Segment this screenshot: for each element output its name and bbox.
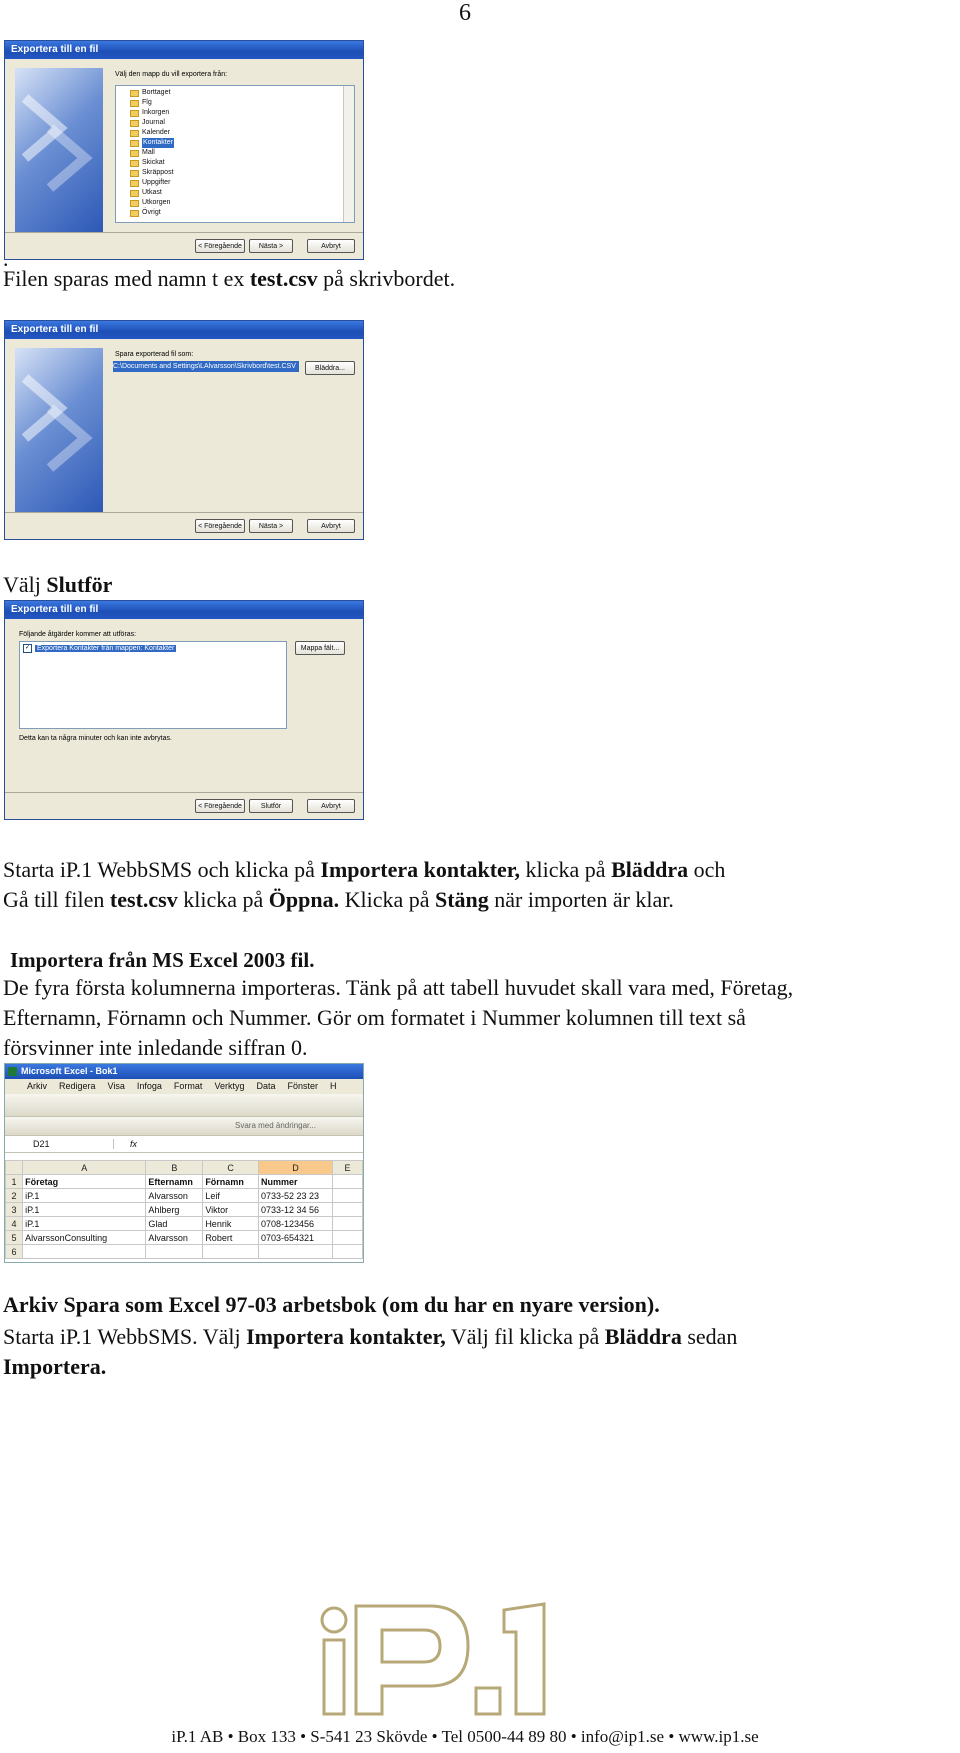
formula-bar [5, 1136, 363, 1153]
cell[interactable] [333, 1175, 363, 1189]
folder-tree[interactable] [115, 85, 355, 223]
ip1-logo [320, 1600, 570, 1720]
cell[interactable]: Henrik [203, 1217, 259, 1231]
menu-help[interactable]: H [329, 1081, 337, 1091]
cancel-button[interactable]: Avbryt [307, 799, 355, 813]
tree-item[interactable]: Skickat [130, 158, 165, 168]
menu-fonster[interactable]: Fönster [287, 1081, 318, 1091]
cell[interactable]: Alvarsson [146, 1231, 203, 1245]
cancel-button[interactable]: Avbryt [307, 519, 355, 533]
cell[interactable] [333, 1245, 363, 1259]
cell[interactable]: Robert [203, 1231, 259, 1245]
cell[interactable]: Ahlberg [146, 1203, 203, 1217]
finish-button[interactable]: Slutför [249, 799, 293, 813]
cancel-button[interactable]: Avbryt [307, 239, 355, 253]
folder-icon [130, 120, 139, 127]
cell[interactable] [203, 1245, 259, 1259]
folder-icon [130, 200, 139, 207]
text-line: Starta iP.1 WebbSMS. Välj Importera kontakter, Välj fil klicka på Bläddra sedan [3, 1324, 738, 1349]
fx-icon[interactable]: fx [130, 1139, 138, 1149]
column-header[interactable]: C [203, 1161, 259, 1175]
tree-item[interactable]: Borttaget [130, 88, 170, 98]
cell[interactable]: Glad [146, 1217, 203, 1231]
back-button[interactable]: < Föregående [195, 239, 245, 253]
map-fields-button[interactable]: Mappa fält... [295, 641, 345, 655]
reply-with-changes[interactable]: Svara med ändringar... [235, 1121, 316, 1130]
table-row [6, 1189, 363, 1203]
name-box[interactable]: D21 [5, 1139, 114, 1149]
cell[interactable]: Viktor [203, 1203, 259, 1217]
standard-toolbar[interactable] [5, 1094, 363, 1117]
cell[interactable]: 0733-12 34 56 [259, 1203, 333, 1217]
cell[interactable]: iP.1 [23, 1203, 146, 1217]
folder-icon [130, 180, 139, 187]
cell[interactable]: Förnamn [203, 1175, 259, 1189]
divider [5, 232, 363, 233]
cell[interactable]: 0733-52 23 23 [259, 1189, 333, 1203]
export-dialog-folder [4, 40, 364, 260]
row-header[interactable]: 4 [6, 1217, 23, 1231]
paragraph-choose-finish: Välj Slutför [3, 572, 113, 597]
footer-contact: iP.1 AB • Box 133 • S-541 23 Skövde • Tel 0500-44 89 80 • info@ip1.se • www.ip1.se [171, 1727, 759, 1746]
tree-item[interactable]: Inkorgen [130, 108, 169, 118]
browse-button[interactable]: Bläddra... [305, 361, 355, 375]
text-line: Gå till filen test.csv klicka på Öppna. Klicka på Stäng när importen är klar. [3, 887, 674, 912]
tree-item[interactable]: Flg [130, 98, 152, 108]
cell[interactable]: Alvarsson [146, 1189, 203, 1203]
section-heading-excel: Importera från MS Excel 2003 fil. [10, 948, 315, 972]
text-line: försvinner inte inledande siffran 0. [3, 1035, 308, 1060]
tree-item[interactable]: Uppgifter [130, 178, 170, 188]
duration-note: Detta kan ta några minuter och kan inte avbrytas. [19, 735, 172, 742]
menu-visa[interactable]: Visa [107, 1081, 125, 1091]
cell[interactable] [259, 1245, 333, 1259]
paragraph-excel-columns [3, 973, 793, 1063]
actions-label: Följande åtgärder kommer att utföras: [19, 631, 137, 638]
column-header[interactable]: D [259, 1161, 333, 1175]
menu-arkiv[interactable]: Arkiv [27, 1081, 47, 1091]
page-number: 6 [459, 0, 471, 26]
excel-menu-bar [5, 1079, 363, 1094]
paragraph-start-import [3, 855, 725, 915]
back-button[interactable]: < Föregående [195, 799, 245, 813]
paragraph-save-file: Filen sparas med namn t ex test.csv på skrivbordet. [3, 266, 456, 291]
cell[interactable]: 0708-123456 [259, 1217, 333, 1231]
table-row [6, 1175, 363, 1189]
cell[interactable]: Efternamn [146, 1175, 203, 1189]
row-header[interactable]: 2 [6, 1189, 23, 1203]
tree-item[interactable]: Mall [130, 148, 155, 158]
folder-icon [130, 160, 139, 167]
save-path-input[interactable]: C:\Documents and Settings\LAlvarsson\Skrivbord\test.CSV [113, 361, 299, 372]
excel-window [4, 1063, 364, 1263]
menu-data[interactable]: Data [256, 1081, 276, 1091]
wizard-art-icon [15, 348, 103, 512]
folder-icon [130, 110, 139, 117]
sheet-table[interactable] [5, 1160, 363, 1259]
cell[interactable] [23, 1245, 146, 1259]
folder-icon [130, 190, 139, 197]
cell[interactable] [333, 1203, 363, 1217]
table-row [6, 1203, 363, 1217]
export-dialog-save-as [4, 320, 364, 540]
table-row [6, 1245, 363, 1259]
tree-item[interactable]: Utkorgen [130, 198, 170, 208]
paragraph-save-as-97: Arkiv Spara som Excel 97-03 arbetsbok (om du har en nyare version). [3, 1292, 660, 1317]
text-line: Importera. [3, 1354, 107, 1379]
column-header[interactable]: A [23, 1161, 146, 1175]
excel-title-bar [5, 1064, 363, 1079]
reviewing-toolbar[interactable] [5, 1117, 363, 1136]
column-header[interactable]: B [146, 1161, 203, 1175]
checkbox-icon[interactable]: ✓ [24, 645, 31, 651]
excel-title: Microsoft Excel - Bok1 [21, 1066, 118, 1076]
cell[interactable]: Leif [203, 1189, 259, 1203]
folder-icon [130, 170, 139, 177]
dot-line: . [3, 246, 9, 271]
column-header[interactable]: E [333, 1161, 363, 1175]
wizard-art-icon [15, 68, 103, 232]
folder-prompt-label: Välj den mapp du vill exportera från: [115, 71, 228, 78]
menu-infoga[interactable]: Infoga [136, 1081, 162, 1091]
menu-redigera[interactable]: Redigera [59, 1081, 96, 1091]
folder-icon [130, 210, 139, 217]
export-dialog-finish [4, 600, 364, 820]
text-line: De fyra första kolumnerna importeras. Tänk på att tabell huvudet skall vara med, Företag, [3, 975, 794, 1000]
divider [5, 792, 363, 793]
next-button[interactable]: Nästa > [249, 519, 293, 533]
tree-item[interactable]: Kalender [130, 128, 170, 138]
folder-icon [130, 130, 139, 137]
tree-item[interactable]: Utkast [130, 188, 162, 198]
tree-item[interactable]: Journal [130, 118, 165, 128]
folder-icon [130, 90, 139, 97]
row-header[interactable]: 1 [6, 1175, 23, 1189]
menu-verktyg[interactable]: Verktyg [214, 1081, 245, 1091]
cell[interactable]: Företag [23, 1175, 146, 1189]
folder-icon [130, 100, 139, 107]
tree-item[interactable]: Övrigt [130, 208, 161, 218]
divider [5, 512, 363, 513]
row-header[interactable]: 5 [6, 1231, 23, 1245]
dialog-title: Exportera till en fil [5, 601, 363, 619]
row-header[interactable]: 3 [6, 1203, 23, 1217]
cell[interactable]: Nummer [259, 1175, 333, 1189]
folder-icon [130, 140, 139, 147]
folder-icon [130, 150, 139, 157]
tree-item-selected[interactable]: Kontakter [130, 138, 174, 148]
dialog-title: Exportera till en fil [5, 321, 363, 339]
action-item[interactable]: ✓ Exportera Kontakter från mappen: Kontakter [24, 645, 175, 652]
save-as-label: Spara exporterad fil som: [115, 351, 194, 358]
cell[interactable] [146, 1245, 203, 1259]
cell[interactable]: AlvarssonConsulting [23, 1231, 146, 1245]
text-line: Efternamn, Förnamn och Nummer. Gör om formatet i Nummer kolumnen till text så [3, 1005, 746, 1030]
back-button[interactable]: < Föregående [195, 519, 245, 533]
corner-cell[interactable] [6, 1161, 23, 1175]
cell[interactable]: iP.1 [23, 1189, 146, 1203]
tree-item[interactable]: Skräppost [130, 168, 174, 178]
cell[interactable] [333, 1231, 363, 1245]
cell[interactable] [333, 1189, 363, 1203]
column-headers [6, 1161, 363, 1175]
cell[interactable] [333, 1217, 363, 1231]
actions-list [19, 641, 287, 729]
text-line: Starta iP.1 WebbSMS och klicka på Importera kontakter, klicka på Bläddra och [3, 857, 726, 882]
dialog-title: Exportera till en fil [5, 41, 363, 59]
row-header[interactable]: 6 [6, 1245, 23, 1259]
spreadsheet-grid[interactable] [5, 1160, 363, 1259]
menu-format[interactable]: Format [173, 1081, 203, 1091]
cell[interactable]: 0703-654321 [259, 1231, 333, 1245]
excel-app-icon [8, 1067, 17, 1076]
cell[interactable]: iP.1 [23, 1217, 146, 1231]
next-button[interactable]: Nästa > [249, 239, 293, 253]
table-row [6, 1231, 363, 1245]
paragraph-import-contacts [3, 1322, 737, 1382]
table-row [6, 1217, 363, 1231]
tree-scrollbar[interactable] [343, 86, 354, 222]
